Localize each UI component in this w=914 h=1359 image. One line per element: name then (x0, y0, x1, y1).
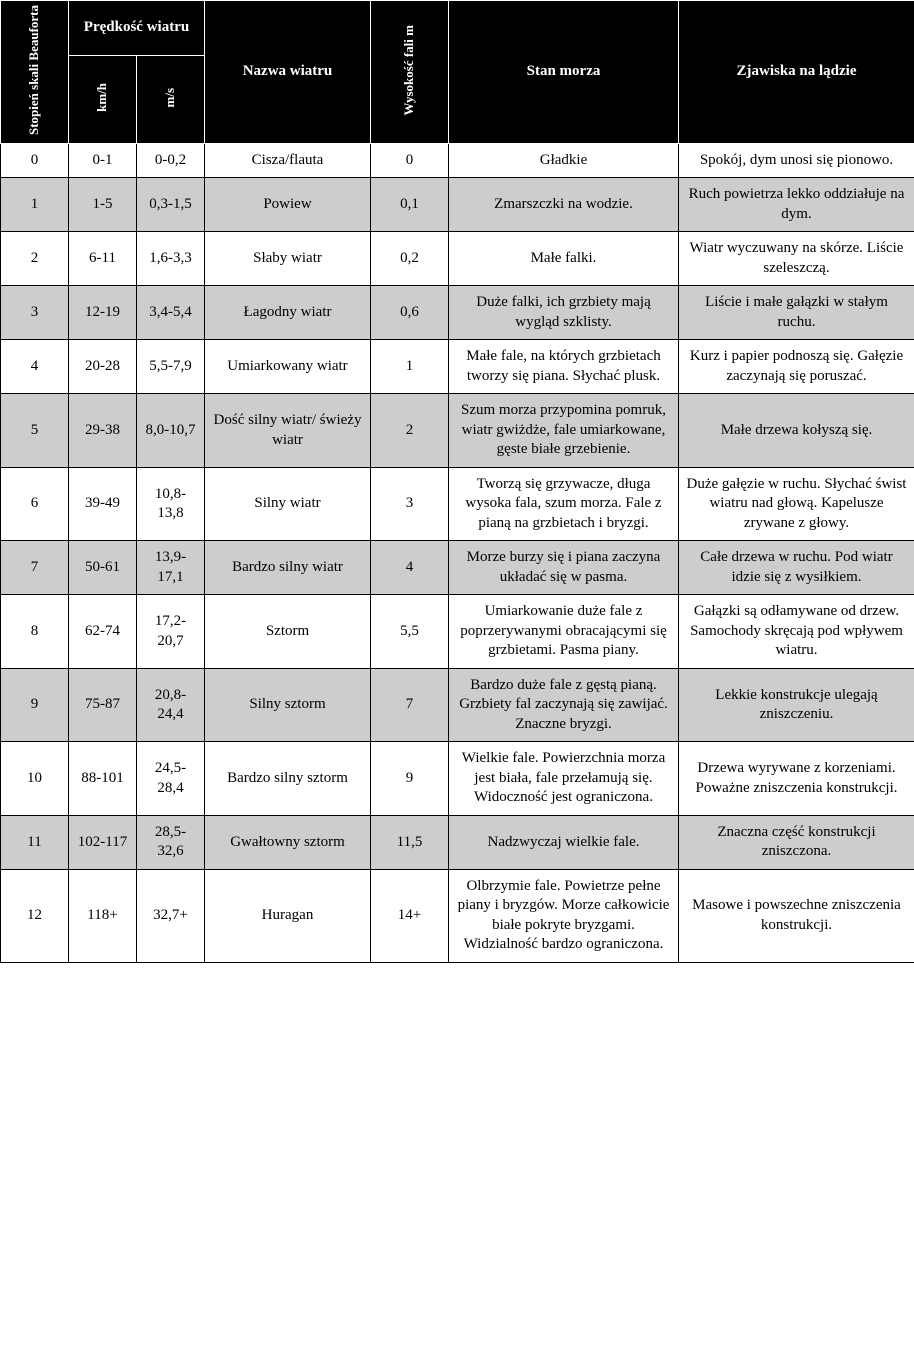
cell-speed-kmh: 12-19 (69, 286, 137, 340)
cell-wind-name: Silny sztorm (205, 668, 371, 742)
cell-speed-ms: 0,3-1,5 (137, 178, 205, 232)
cell-sea-state: Bardzo duże fale z gęstą pianą. Grzbiety fal zaczynają się zawijać. Znaczne bryzgi. (449, 668, 679, 742)
cell-speed-kmh: 102-117 (69, 815, 137, 869)
cell-beaufort-degree: 2 (1, 232, 69, 286)
cell-wave-height: 0 (371, 143, 449, 178)
cell-speed-kmh: 75-87 (69, 668, 137, 742)
table-body (1, 143, 914, 962)
cell-beaufort-degree: 9 (1, 668, 69, 742)
cell-speed-ms: 24,5-28,4 (137, 742, 205, 816)
table-row (1, 467, 914, 541)
cell-land-phenomena: Drzewa wyrywane z korzeniami. Poważne zniszczenia konstrukcji. (679, 742, 914, 816)
table-header (1, 1, 914, 144)
cell-wind-name: Łagodny wiatr (205, 286, 371, 340)
cell-speed-kmh: 20-28 (69, 340, 137, 394)
header-wind-name: Nazwa wiatru (205, 1, 371, 144)
cell-speed-ms: 1,6-3,3 (137, 232, 205, 286)
cell-speed-kmh: 1-5 (69, 178, 137, 232)
cell-speed-kmh: 50-61 (69, 541, 137, 595)
table-row (1, 286, 914, 340)
cell-speed-ms: 10,8-13,8 (137, 467, 205, 541)
cell-wave-height: 11,5 (371, 815, 449, 869)
table-row (1, 232, 914, 286)
cell-speed-ms: 8,0-10,7 (137, 394, 205, 468)
cell-sea-state: Tworzą się grzywacze, długa wysoka fala, szum morza. Fale z pianą na grzbietach i bryzgi. (449, 467, 679, 541)
header-sea-state: Stan morza (449, 1, 679, 144)
cell-beaufort-degree: 4 (1, 340, 69, 394)
cell-wind-name: Słaby wiatr (205, 232, 371, 286)
header-row-1 (1, 1, 914, 56)
table-row (1, 541, 914, 595)
cell-sea-state: Duże falki, ich grzbiety mają wygląd szklisty. (449, 286, 679, 340)
header-land-phenomena: Zjawiska na lądzie (679, 1, 914, 144)
cell-sea-state: Olbrzymie fale. Powietrze pełne piany i bryzgów. Morze całkowicie białe pokryte bryzgami. Widzialność bardzo ograniczona. (449, 869, 679, 962)
header-wind-speed-group: Prędkość wiatru (69, 1, 205, 56)
cell-wind-name: Dość silny wiatr/ świeży wiatr (205, 394, 371, 468)
cell-wave-height: 7 (371, 668, 449, 742)
cell-beaufort-degree: 10 (1, 742, 69, 816)
cell-land-phenomena: Kurz i papier podnoszą się. Gałęzie zaczynają się poruszać. (679, 340, 914, 394)
cell-speed-ms: 5,5-7,9 (137, 340, 205, 394)
cell-wave-height: 0,1 (371, 178, 449, 232)
table-row (1, 815, 914, 869)
table-row (1, 869, 914, 962)
cell-beaufort-degree: 12 (1, 869, 69, 962)
table-row (1, 143, 914, 178)
cell-wave-height: 2 (371, 394, 449, 468)
cell-land-phenomena: Wiatr wyczuwany na skórze. Liście szeleszczą. (679, 232, 914, 286)
cell-wave-height: 4 (371, 541, 449, 595)
cell-sea-state: Zmarszczki na wodzie. (449, 178, 679, 232)
cell-wind-name: Powiew (205, 178, 371, 232)
table-row (1, 178, 914, 232)
header-speed-kmh-label: km/h (94, 83, 110, 112)
cell-beaufort-degree: 5 (1, 394, 69, 468)
cell-land-phenomena: Masowe i powszechne zniszczenia konstrukcji. (679, 869, 914, 962)
cell-speed-ms: 13,9-17,1 (137, 541, 205, 595)
cell-land-phenomena: Znaczna część konstrukcji zniszczona. (679, 815, 914, 869)
cell-beaufort-degree: 0 (1, 143, 69, 178)
cell-beaufort-degree: 3 (1, 286, 69, 340)
cell-wind-name: Sztorm (205, 595, 371, 669)
cell-sea-state: Umiarkowanie duże fale z poprzerywanymi obracającymi się grzbietami. Pasma piany. (449, 595, 679, 669)
cell-land-phenomena: Spokój, dym unosi się pionowo. (679, 143, 914, 178)
cell-land-phenomena: Duże gałęzie w ruchu. Słychać świst wiatru nad głową. Kapelusze zrywane z głowy. (679, 467, 914, 541)
cell-speed-kmh: 6-11 (69, 232, 137, 286)
cell-beaufort-degree: 6 (1, 467, 69, 541)
table-row (1, 595, 914, 669)
header-wave-height (371, 1, 449, 144)
cell-sea-state: Morze burzy się i piana zaczyna układać się w pasma. (449, 541, 679, 595)
cell-speed-kmh: 88-101 (69, 742, 137, 816)
cell-wave-height: 14+ (371, 869, 449, 962)
cell-land-phenomena: Gałązki są odłamywane od drzew. Samochody skręcają pod wpływem wiatru. (679, 595, 914, 669)
header-speed-kmh (69, 56, 137, 144)
cell-wind-name: Huragan (205, 869, 371, 962)
table-row (1, 394, 914, 468)
table-row (1, 668, 914, 742)
cell-sea-state: Małe fale, na których grzbietach tworzy się piana. Słychać plusk. (449, 340, 679, 394)
cell-sea-state: Gładkie (449, 143, 679, 178)
cell-beaufort-degree: 11 (1, 815, 69, 869)
cell-speed-kmh: 29-38 (69, 394, 137, 468)
cell-beaufort-degree: 7 (1, 541, 69, 595)
cell-wave-height: 0,6 (371, 286, 449, 340)
cell-speed-ms: 17,2-20,7 (137, 595, 205, 669)
table-row (1, 742, 914, 816)
cell-speed-ms: 32,7+ (137, 869, 205, 962)
cell-speed-ms: 20,8-24,4 (137, 668, 205, 742)
cell-wind-name: Cisza/flauta (205, 143, 371, 178)
cell-wind-name: Silny wiatr (205, 467, 371, 541)
cell-wind-name: Bardzo silny wiatr (205, 541, 371, 595)
cell-wave-height: 0,2 (371, 232, 449, 286)
cell-wave-height: 1 (371, 340, 449, 394)
cell-land-phenomena: Małe drzewa kołyszą się. (679, 394, 914, 468)
cell-wave-height: 9 (371, 742, 449, 816)
cell-beaufort-degree: 1 (1, 178, 69, 232)
header-beaufort-degree-label: Stopień skali Beauforta (26, 5, 42, 136)
header-wave-height-label: Wysokość fali m (401, 24, 417, 116)
cell-wind-name: Bardzo silny sztorm (205, 742, 371, 816)
cell-sea-state: Wielkie fale. Powierzchnia morza jest biała, fale przełamują się. Widoczność jest ograniczona. (449, 742, 679, 816)
cell-beaufort-degree: 8 (1, 595, 69, 669)
cell-speed-kmh: 62-74 (69, 595, 137, 669)
header-speed-ms (137, 56, 205, 144)
cell-speed-ms: 0-0,2 (137, 143, 205, 178)
cell-sea-state: Nadzwyczaj wielkie fale. (449, 815, 679, 869)
cell-speed-ms: 3,4-5,4 (137, 286, 205, 340)
cell-sea-state: Szum morza przypomina pomruk, wiatr gwiżdże, fale umiarkowane, gęste białe grzebienie. (449, 394, 679, 468)
cell-speed-ms: 28,5-32,6 (137, 815, 205, 869)
cell-land-phenomena: Całe drzewa w ruchu. Pod wiatr idzie się z wysiłkiem. (679, 541, 914, 595)
cell-land-phenomena: Liście i małe gałązki w stałym ruchu. (679, 286, 914, 340)
table-row (1, 340, 914, 394)
cell-wave-height: 3 (371, 467, 449, 541)
cell-sea-state: Małe falki. (449, 232, 679, 286)
cell-wind-name: Umiarkowany wiatr (205, 340, 371, 394)
cell-speed-kmh: 0-1 (69, 143, 137, 178)
cell-land-phenomena: Lekkie konstrukcje ulegają zniszczeniu. (679, 668, 914, 742)
header-beaufort-degree (1, 1, 69, 144)
cell-speed-kmh: 39-49 (69, 467, 137, 541)
header-speed-ms-label: m/s (162, 87, 178, 108)
cell-speed-kmh: 118+ (69, 869, 137, 962)
cell-wind-name: Gwałtowny sztorm (205, 815, 371, 869)
cell-wave-height: 5,5 (371, 595, 449, 669)
cell-land-phenomena: Ruch powietrza lekko oddziałuje na dym. (679, 178, 914, 232)
